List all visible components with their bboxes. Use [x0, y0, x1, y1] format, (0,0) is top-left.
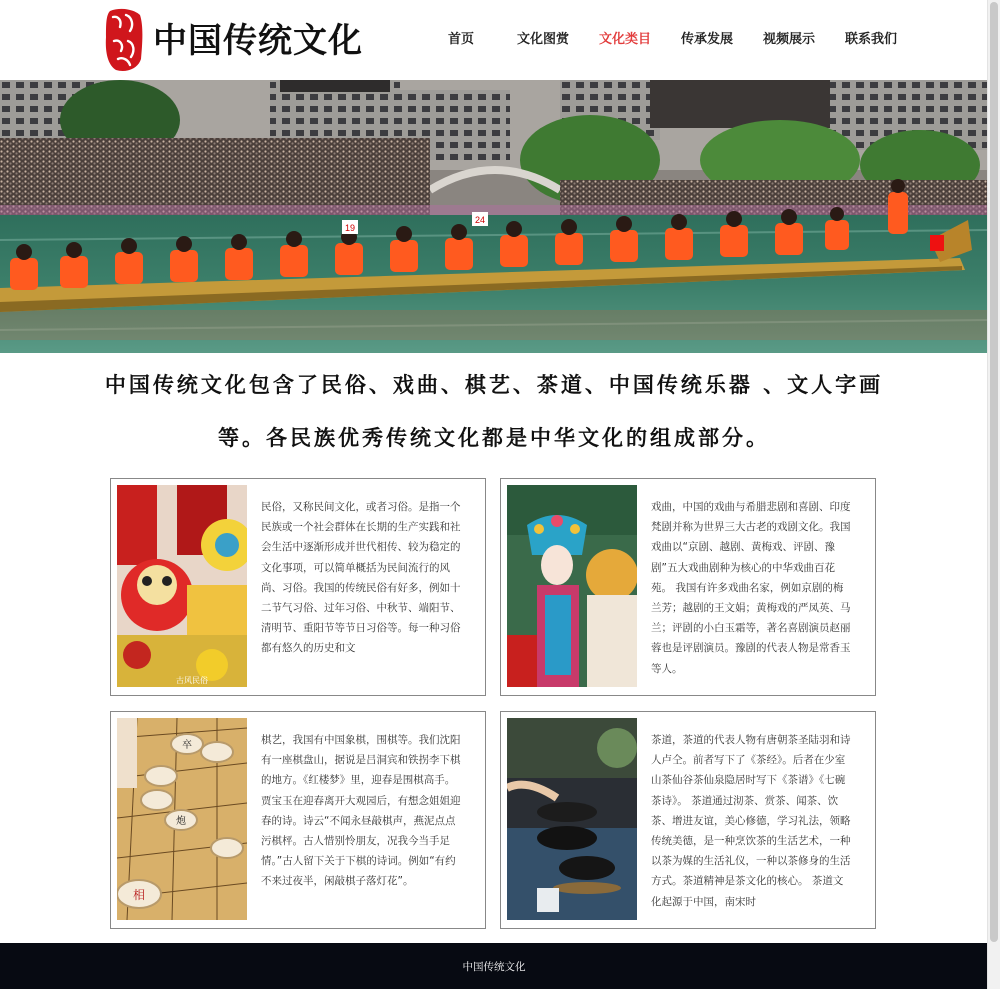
- dragon-boat-race-image: [0, 80, 988, 353]
- nav-item-contact[interactable]: 联系我们: [844, 32, 897, 47]
- folk-image-caption: 古风民俗: [176, 676, 208, 685]
- opera-description: 戏曲，中国的戏曲与希腊悲剧和喜剧、印度梵剧并称为世界三大古老的戏剧文化。我国戏曲以“京剧、越剧、黄梅戏、评剧、豫剧”五大戏曲剧种为核心的中华戏曲百花苑。 我国有许多戏曲名家，例如京剧的梅兰芳；越剧的王文娟；黄梅戏的严凤英、马兰；评剧的小白玉霜等，著名喜剧演员赵丽蓉也是评剧演员。豫剧的代表人物是常香玉等人。: [651, 501, 851, 675]
- card-tea: [500, 711, 876, 929]
- boat-number-24: 24: [474, 215, 486, 225]
- chess-piece-label-2: 炮: [176, 816, 186, 827]
- scrollbar-thumb[interactable]: [990, 2, 998, 942]
- folk-customs-description: 民俗，又称民间文化，或者习俗。是指一个民族或一个社会群体在长期的生产实践和社会生活中逐渐形成并世代相传、较为稳定的文化事项，可以简单概括为民间流行的风尚、习俗。我国的传统民俗有好多，例如十二节气习俗、过年习俗、中秋节、端阳节、清明节、重阳节等节日习俗等。每一种习俗都有悠久的历史和文: [261, 501, 461, 655]
- intro-text-line-1: 中国传统文化包含了民俗、戏曲、棋艺、茶道、中国传统乐器 、文人字画: [104, 373, 884, 397]
- nav-item-videos[interactable]: 视频展示: [762, 32, 815, 47]
- card-opera: [500, 478, 876, 696]
- chess-piece-label-1: 卒: [182, 740, 192, 751]
- seal-logo-icon: [104, 7, 144, 73]
- tea-description: 茶道，茶道的代表人物有唐朝茶圣陆羽和诗人卢仝。前者写下了《茶经》。后者在少室山茶仙谷茶仙泉隐居时写下《茶谱》《七碗茶诗》。 茶道通过沏茶、赏茶、闻茶、饮茶、增进友谊，美心修德，学习礼法，领略传统美德，是一种烹饮茶的生活艺术，一种以茶为媒的生活礼仪，一种以茶修身的生活方式。茶道精神是茶文化的核心。 茶道文化起源于中国，南宋时: [651, 734, 851, 908]
- chess-image: [117, 718, 247, 920]
- chess-piece-label-3: 相: [132, 888, 146, 902]
- site-footer: [0, 943, 988, 989]
- hero-banner: [0, 80, 988, 353]
- site-title[interactable]: 中国传统文化: [153, 21, 363, 61]
- card-chess: [110, 711, 486, 929]
- intro-text-line-2: 等。各民族优秀传统文化都是中华文化的组成部分。: [218, 426, 770, 450]
- opera-image: [507, 485, 637, 687]
- chess-description: 棋艺，我国有中国象棋，围棋等。我们沈阳有一座棋盘山，据说是吕洞宾和铁拐李下棋的地方。《红楼梦》里，迎春是围棋高手。贾宝玉在迎春离开大观园后，有想念姐姐迎春的诗。诗云“不闻永昼敲棋声，燕泥点点污棋枰。古人惜别怜朋友，况我今当手足情。”古人留下关于下棋的诗词。例如“有约不来过夜半，闲敲棋子落灯花”。: [261, 734, 461, 888]
- main-nav: [420, 0, 912, 80]
- intro-section: [0, 353, 988, 463]
- footer-text: 中国传统文化: [462, 961, 526, 973]
- boat-number-19: 19: [344, 223, 356, 233]
- vertical-scrollbar[interactable]: [987, 0, 1000, 989]
- card-folk-customs: [110, 478, 486, 696]
- site-header: [0, 0, 988, 80]
- nav-item-heritage[interactable]: 传承发展: [680, 32, 733, 47]
- nav-item-home[interactable]: 首页: [447, 32, 474, 47]
- nav-item-categories[interactable]: 文化类目: [598, 32, 651, 47]
- tea-ceremony-image: [507, 718, 637, 920]
- nav-item-gallery[interactable]: 文化图赏: [516, 32, 569, 47]
- folk-customs-image: [117, 485, 247, 687]
